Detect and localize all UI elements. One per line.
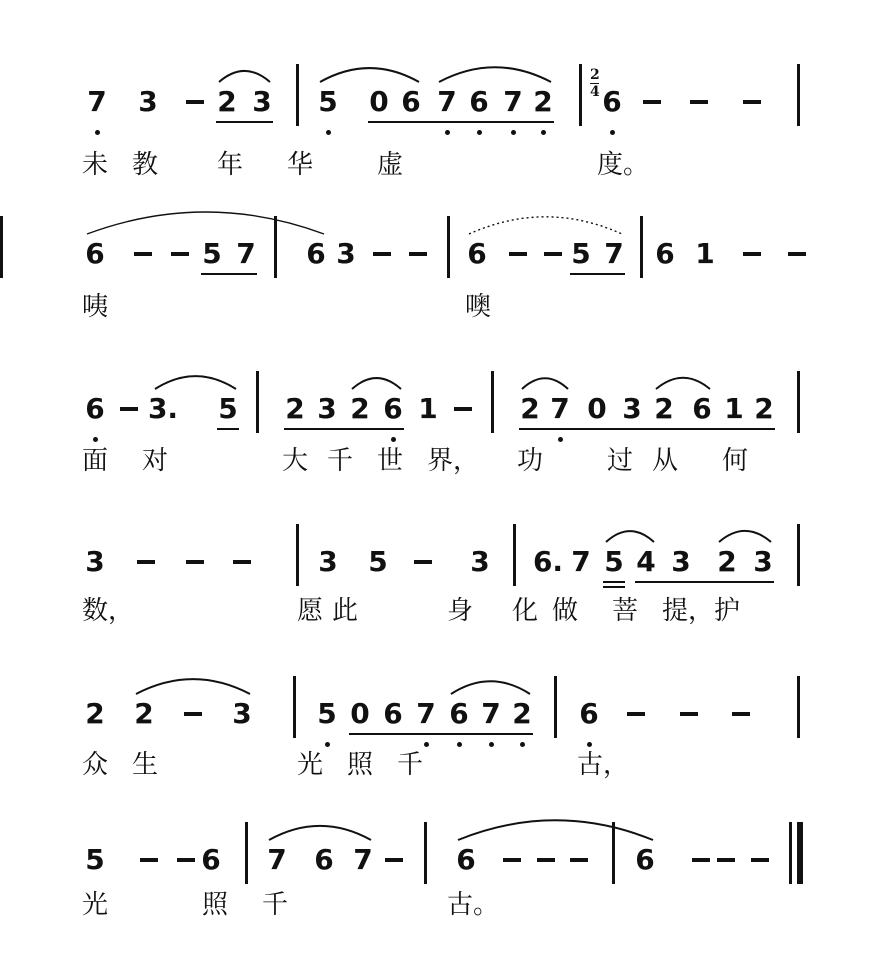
barline (797, 371, 800, 433)
lyric-syllable: 千 (327, 446, 354, 476)
note-numeral: 2 (654, 392, 674, 425)
note-numeral: 6 (383, 392, 403, 425)
eighth-underline (603, 581, 625, 583)
note-numeral: 6 (456, 843, 476, 876)
lyric-syllable: 虚 (377, 150, 404, 180)
note-numeral: 6 (602, 85, 622, 118)
eighth-underline (217, 428, 239, 430)
lyric-syllable: 大 (282, 446, 309, 476)
duration-dash (692, 858, 710, 862)
note-numeral: 7 (353, 843, 373, 876)
barline (579, 64, 582, 126)
note-numeral: 2 (520, 392, 540, 425)
final-barline (797, 822, 803, 884)
lyric-syllable: 提，护 (662, 596, 741, 626)
duration-dash (690, 100, 708, 104)
time-signature (590, 68, 600, 99)
note-numeral: 3 (470, 545, 490, 578)
duration-dash (751, 858, 769, 862)
eighth-underline (284, 428, 404, 430)
barline (513, 524, 516, 586)
duration-dash (627, 712, 645, 716)
eighth-underline (570, 273, 625, 275)
time-signature-numerator: 2 (590, 67, 600, 83)
note-numeral: 2 (512, 697, 532, 730)
barline (640, 216, 643, 278)
lyric-syllable: 何 (722, 446, 749, 476)
lower-octave-dot (610, 130, 615, 135)
barline (256, 371, 259, 433)
duration-dash (409, 252, 427, 256)
note-numeral: 2 (217, 85, 237, 118)
note-numeral: 1 (695, 237, 715, 270)
note-numeral: 2 (85, 697, 105, 730)
lyric-syllable: 光 (82, 890, 109, 920)
note-numeral: 1 (724, 392, 744, 425)
duration-dash (385, 858, 403, 862)
duration-dash (643, 100, 661, 104)
note-numeral: 5 (604, 545, 624, 578)
slur (719, 531, 771, 542)
lyric-syllable: 照 (202, 890, 229, 920)
duration-dash (454, 407, 472, 411)
note-numeral: 6 (85, 237, 105, 270)
duration-dash (177, 858, 195, 862)
note-numeral: 6. (532, 545, 564, 578)
time-signature-denominator: 4 (590, 84, 600, 100)
note-numeral: 0 (369, 85, 389, 118)
eighth-underline (519, 428, 775, 430)
barline (797, 524, 800, 586)
lyric-syllable: 光 (297, 750, 324, 780)
duration-dash (743, 252, 761, 256)
lower-octave-dot (95, 130, 100, 135)
note-numeral: 3 (317, 392, 337, 425)
slur (136, 679, 250, 694)
note-numeral: 5 (318, 85, 338, 118)
note-numeral: 7 (503, 85, 523, 118)
duration-dash (509, 252, 527, 256)
note-numeral: 4 (636, 545, 656, 578)
lyric-syllable: 从 (652, 446, 679, 476)
note-numeral: 6 (449, 697, 469, 730)
note-numeral: 5 (368, 545, 388, 578)
lyric-syllable: 化 (512, 596, 539, 626)
note-numeral: 2 (350, 392, 370, 425)
duration-dash (137, 560, 155, 564)
note-numeral: 3 (753, 545, 773, 578)
note-numeral: 7 (481, 697, 501, 730)
lyric-syllable: 界， (427, 446, 480, 476)
eighth-underline (368, 121, 554, 123)
barline (612, 822, 615, 884)
lower-octave-dot (511, 130, 516, 135)
lyric-syllable: 古。 (447, 890, 500, 920)
lyric-syllable: 数， (82, 596, 135, 626)
note-numeral: 3 (336, 237, 356, 270)
duration-dash (570, 858, 588, 862)
barline (447, 216, 450, 278)
duration-dash (732, 712, 750, 716)
final-barline-thin (789, 822, 792, 884)
lyric-syllable: 面 (82, 446, 109, 476)
note-numeral: 3 (671, 545, 691, 578)
note-numeral: 7 (87, 85, 107, 118)
lower-octave-dot (424, 742, 429, 747)
lyric-syllable: 菩 (612, 596, 639, 626)
lyric-syllable: 咦 (82, 292, 109, 322)
duration-dash (537, 858, 555, 862)
slur (656, 378, 710, 389)
barline (554, 676, 557, 738)
note-numeral: 7 (571, 545, 591, 578)
barline (296, 524, 299, 586)
lower-octave-dot (445, 130, 450, 135)
lyric-syllable: 未 (82, 150, 109, 180)
note-numeral: 6 (635, 843, 655, 876)
note-numeral: 6 (467, 237, 487, 270)
slur (320, 68, 419, 82)
duration-dash (503, 858, 521, 862)
note-numeral: 7 (236, 237, 256, 270)
note-numeral: 3 (318, 545, 338, 578)
lyric-syllable: 千 (262, 890, 289, 920)
note-numeral: 0 (587, 392, 607, 425)
lyric-syllable: 华 (287, 150, 314, 180)
barline (797, 64, 800, 126)
note-numeral: 5 (85, 843, 105, 876)
lower-octave-dot (93, 437, 98, 442)
lyric-syllable: 噢 (465, 292, 492, 322)
note-numeral: 7 (267, 843, 287, 876)
slur (458, 820, 653, 840)
lower-octave-dot (520, 742, 525, 747)
lower-octave-dot (391, 437, 396, 442)
note-numeral: 5 (202, 237, 222, 270)
note-numeral: 6 (314, 843, 334, 876)
slur (219, 71, 270, 82)
note-numeral: 2 (754, 392, 774, 425)
duration-dash (186, 560, 204, 564)
lyric-syllable: 对 (142, 446, 169, 476)
note-numeral: 3 (85, 545, 105, 578)
note-numeral: 2 (285, 392, 305, 425)
note-numeral: 5 (218, 392, 238, 425)
lower-octave-dot (326, 130, 331, 135)
lyric-syllable: 千 (397, 750, 424, 780)
slur (439, 67, 551, 82)
lower-octave-dot (541, 130, 546, 135)
duration-dash (120, 407, 138, 411)
slur (606, 531, 654, 542)
note-numeral: 3. (147, 392, 179, 425)
note-numeral: 7 (604, 237, 624, 270)
note-numeral: 3 (622, 392, 642, 425)
duration-dash (717, 858, 735, 862)
note-numeral: 7 (437, 85, 457, 118)
lyric-syllable: 照 (347, 750, 374, 780)
note-numeral: 6 (306, 237, 326, 270)
duration-dash (171, 252, 189, 256)
duration-dash (134, 252, 152, 256)
note-numeral: 6 (201, 843, 221, 876)
slur (352, 378, 401, 389)
note-numeral: 2 (533, 85, 553, 118)
note-numeral: 2 (717, 545, 737, 578)
lyric-syllable: 功 (517, 446, 544, 476)
note-numeral: 5 (571, 237, 591, 270)
slur (522, 378, 568, 389)
barline (296, 64, 299, 126)
lower-octave-dot (558, 437, 563, 442)
lyric-syllable: 世 (377, 446, 404, 476)
lyric-syllable: 古， (577, 750, 630, 780)
lower-octave-dot (489, 742, 494, 747)
eighth-underline (716, 581, 774, 583)
slur (155, 376, 236, 389)
sixteenth-underline (603, 586, 625, 588)
lyric-syllable: 教 (132, 150, 159, 180)
note-numeral: 6 (579, 697, 599, 730)
lyric-syllable: 度。 (597, 150, 650, 180)
barline (0, 216, 3, 278)
lower-octave-dot (457, 742, 462, 747)
barline (424, 822, 427, 884)
note-numeral: 3 (252, 85, 272, 118)
note-numeral: 6 (401, 85, 421, 118)
lyric-syllable: 生 (132, 750, 159, 780)
lower-octave-dot (587, 742, 592, 747)
note-numeral: 3 (138, 85, 158, 118)
barline (491, 371, 494, 433)
lower-octave-dot (477, 130, 482, 135)
lyric-syllable: 做 (552, 596, 579, 626)
note-numeral: 7 (550, 392, 570, 425)
barline (245, 822, 248, 884)
note-numeral: 7 (416, 697, 436, 730)
note-numeral: 5 (317, 697, 337, 730)
duration-dash (186, 100, 204, 104)
lyric-syllable: 年 (217, 150, 244, 180)
duration-dash (233, 560, 251, 564)
eighth-underline (216, 121, 273, 123)
eighth-underline (201, 273, 257, 275)
note-numeral: 6 (383, 697, 403, 730)
lyric-syllable: 身 (447, 596, 474, 626)
note-numeral: 3 (232, 697, 252, 730)
duration-dash (373, 252, 391, 256)
slur (451, 681, 530, 694)
slur (269, 826, 371, 840)
lyric-syllable: 众 (82, 750, 109, 780)
note-numeral: 1 (418, 392, 438, 425)
barline (797, 676, 800, 738)
barline (293, 676, 296, 738)
lyric-syllable: 愿 (297, 596, 324, 626)
barline (274, 216, 277, 278)
phrase-slur (469, 217, 622, 234)
duration-dash (743, 100, 761, 104)
lyric-syllable: 过 (607, 446, 634, 476)
lower-octave-dot (325, 742, 330, 747)
eighth-underline (349, 733, 533, 735)
duration-dash (140, 858, 158, 862)
duration-dash (788, 252, 806, 256)
note-numeral: 6 (85, 392, 105, 425)
note-numeral: 6 (655, 237, 675, 270)
duration-dash (680, 712, 698, 716)
phrase-slur (87, 212, 324, 234)
duration-dash (184, 712, 202, 716)
lyric-syllable: 此 (332, 596, 359, 626)
duration-dash (544, 252, 562, 256)
note-numeral: 0 (350, 697, 370, 730)
note-numeral: 6 (692, 392, 712, 425)
note-numeral: 2 (134, 697, 154, 730)
duration-dash (414, 560, 432, 564)
note-numeral: 6 (469, 85, 489, 118)
